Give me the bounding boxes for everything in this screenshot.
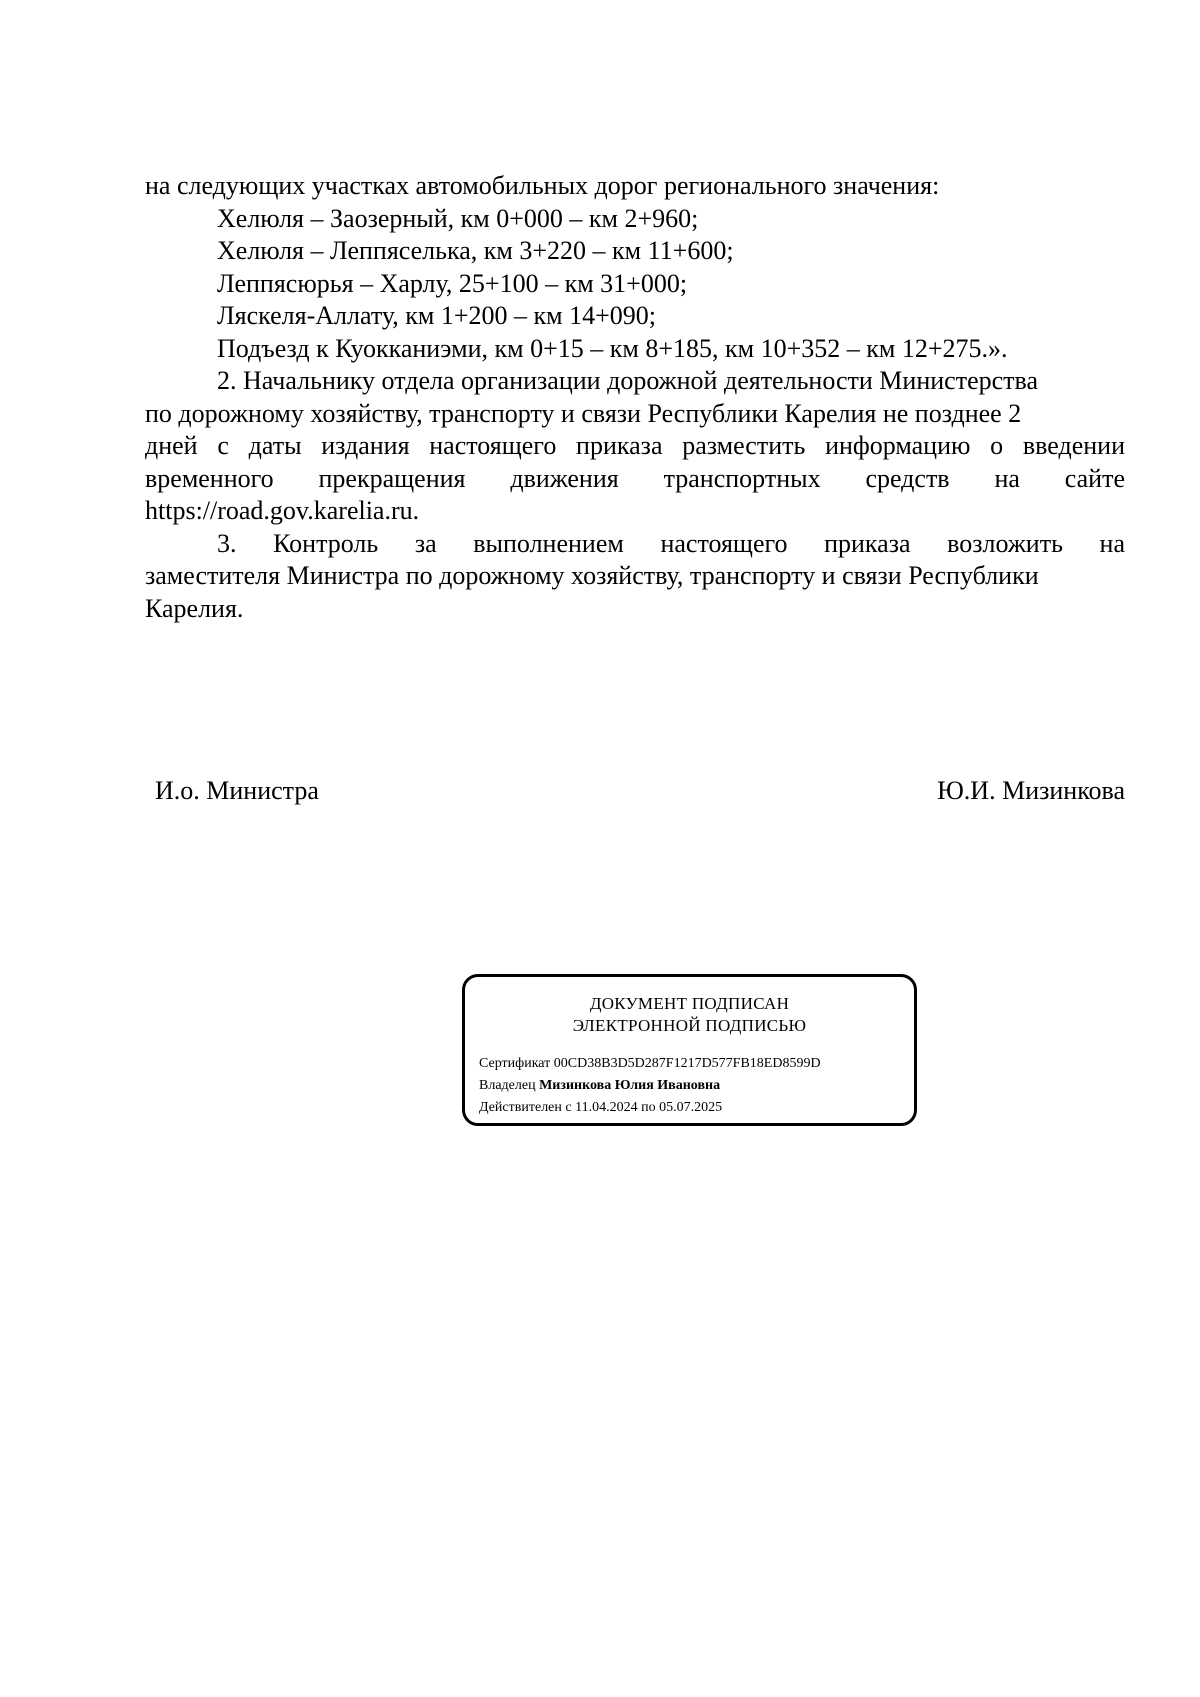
clause-3-line: 3. Контроль за выполнением настоящего приказа возложить на bbox=[217, 528, 1125, 558]
signatory-title: И.о. Министра bbox=[155, 776, 319, 805]
certificate-value: 00CD38B3D5D287F1217D577FB18ED8599D bbox=[553, 1056, 821, 1071]
stamp-heading-line: ДОКУМЕНТ ПОДПИСАН bbox=[589, 994, 790, 1013]
validity-row bbox=[479, 1097, 821, 1119]
owner-value: Мизинкова Юлия Ивановна bbox=[539, 1078, 721, 1093]
road-section-item: Хелюля – Леппяселька, км 3+220 – км 11+600; bbox=[217, 236, 734, 265]
clause-2-line: дней с даты издания настоящего приказа разместить информацию о введении bbox=[145, 431, 1125, 460]
certificate-label: Сертификат bbox=[479, 1056, 551, 1071]
clause-3-line: Карелия. bbox=[145, 593, 244, 623]
website-link-text: https://road.gov.karelia.ru. bbox=[145, 496, 420, 525]
stamp-details bbox=[479, 1053, 821, 1119]
road-section-item: Ляскеля-Аллату, км 1+200 – км 14+090; bbox=[217, 301, 656, 330]
valid-label: Действителен с bbox=[479, 1100, 572, 1115]
stamp-heading-line: ЭЛЕКТРОННОЙ ПОДПИСЬЮ bbox=[572, 1016, 807, 1035]
clause-2-line: 2. Начальнику отдела организации дорожной деятельности Министерства bbox=[217, 366, 1038, 395]
valid-to: 05.07.2025 bbox=[659, 1100, 723, 1115]
document-body bbox=[145, 170, 1125, 625]
road-section-item: Хелюля – Заозерный, км 0+000 – км 2+960; bbox=[217, 203, 699, 233]
road-section-item: Леппясюрья – Харлу, 25+100 – км 31+000; bbox=[217, 268, 688, 298]
clause-2-line: по дорожному хозяйству, транспорту и связи Республики Карелия не позднее 2 bbox=[145, 398, 1022, 428]
intro-line: на следующих участках автомобильных дорог регионального значения: bbox=[145, 171, 940, 200]
clause-3-line: заместителя Министра по дорожному хозяйству, транспорту и связи Республики bbox=[145, 561, 1039, 590]
certificate-row bbox=[479, 1053, 821, 1075]
electronic-signature-stamp bbox=[462, 974, 917, 1126]
clause-2-line: временного прекращения движения транспортных средств на сайте bbox=[145, 463, 1125, 493]
stamp-heading bbox=[465, 993, 914, 1037]
signatory-name: Ю.И. Мизинкова bbox=[937, 776, 1125, 805]
owner-row bbox=[479, 1075, 821, 1097]
road-section-item: Подъезд к Куокканиэми, км 0+15 – км 8+185, км 10+352 – км 12+275.». bbox=[217, 333, 1008, 363]
owner-label: Владелец bbox=[479, 1078, 536, 1093]
valid-from: 11.04.2024 bbox=[575, 1100, 638, 1115]
valid-to-label: по bbox=[641, 1100, 656, 1115]
